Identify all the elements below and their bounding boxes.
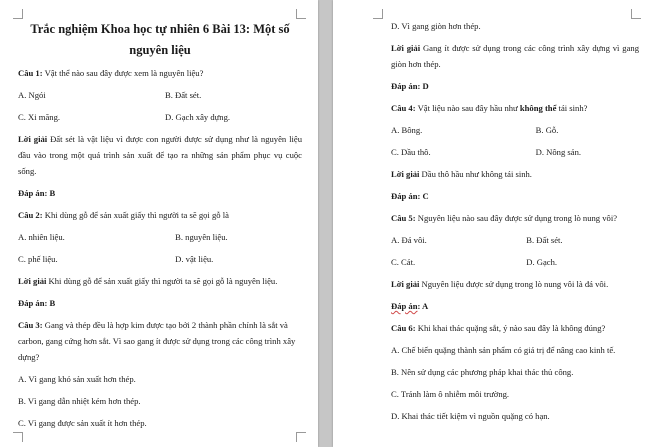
option-d: D. vật liệu.: [175, 254, 214, 264]
answer: [391, 298, 639, 314]
options-row: [391, 232, 639, 248]
explanation: [18, 131, 302, 179]
options-row: [18, 251, 302, 267]
explanation: [391, 166, 639, 182]
explanation-label: Lời giải: [391, 43, 421, 53]
page-content: [18, 19, 302, 437]
question-label: Câu 6:: [391, 323, 416, 333]
explanation-text: Đất sét là vật liệu vì được con người được sử dụng như là nguyên liệu đầu vào trong một quá trình sản xuất để tạo ra những sản phẩm phục vụ cuộc sống.: [18, 134, 302, 176]
options-row: [18, 109, 302, 125]
option-a: A. nhiên liệu.: [18, 232, 65, 242]
options-row: [391, 144, 639, 160]
question-3: [18, 317, 302, 365]
question-text: Vật thể nào sau đây được xem là nguyên liệu?: [42, 68, 204, 78]
option-d: D. Gạch xây dựng.: [165, 112, 231, 122]
title-line-2: nguyên liệu: [129, 43, 191, 57]
answer-value: : A: [417, 301, 429, 311]
options-row: [18, 229, 302, 245]
question-text: Khi khai thác quặng sắt, ý nào sau đây là không đúng?: [415, 323, 606, 333]
option-a: A. Vì gang khó sản xuất hơn thép.: [18, 374, 136, 384]
explanation: [18, 273, 302, 289]
answer: Đáp án: B: [18, 188, 56, 198]
answer: Đáp án: C: [391, 191, 429, 201]
option-a: A. Bông.: [391, 125, 423, 135]
option-c: C. Dầu thô.: [391, 147, 431, 157]
option-d: D. Nông sản.: [535, 147, 582, 157]
page-corner-mark: [13, 9, 23, 19]
explanation-label: Lời giải: [18, 134, 48, 144]
option-a: A. Ngói: [18, 90, 46, 100]
explanation: [391, 276, 639, 292]
question-6: [391, 320, 639, 336]
question-label: Câu 3:: [18, 320, 43, 330]
explanation-text: Gang ít được sử dụng trong các công trình xây dựng vì gang giòn hơn thép.: [391, 43, 639, 69]
answer-label: Đáp án: [391, 301, 418, 311]
document-page-right: [333, 0, 650, 447]
explanation-label: Lời giải: [391, 169, 420, 179]
page-corner-mark: [296, 9, 306, 19]
option-d: D. Vì gang giòn hơn thép.: [391, 21, 481, 31]
explanation-text: Dầu thô hầu như không tái sinh.: [419, 169, 532, 179]
question-text: Nguyên liệu nào sau đây được sử dụng trong lò nung vôi?: [415, 213, 618, 223]
explanation-text: Nguyên liệu được sử dụng trong lò nung vôi là đá vôi.: [419, 279, 609, 289]
option-c: C. phế liệu.: [18, 254, 58, 264]
title-line-1: Trắc nghiệm Khoa học tự nhiên 6 Bài 13: Một số: [30, 22, 290, 36]
question-2: [18, 207, 302, 223]
option-a: A. Chế biến quặng thành sản phẩm có giá trị để nâng cao kinh tế.: [391, 345, 616, 355]
question-label: Câu 5:: [391, 213, 416, 223]
option-c: C. Xi măng.: [18, 112, 61, 122]
document-title: [18, 19, 302, 61]
explanation-text: Khi dùng gỗ để sản xuất giấy thì người ta sẽ gọi gỗ là nguyên liệu.: [46, 276, 278, 286]
question-text: Gang và thép đều là hợp kim được tạo bởi 2 thành phần chính là sắt và carbon, gang cứng hơn sắt. Vì sao gang ít được sử dụng trong các công trình xây dựng?: [18, 320, 296, 362]
option-b: B. Đất sét.: [165, 90, 202, 100]
answer: Đáp án: D: [391, 81, 429, 91]
question-emphasis: không thể: [519, 103, 557, 113]
page-content: [391, 18, 639, 430]
option-b: B. nguyên liệu.: [175, 232, 228, 242]
option-c: C. Vì gang được sản xuất ít hơn thép.: [18, 418, 147, 428]
options-row: [391, 254, 639, 270]
question-label: Câu 4:: [391, 103, 416, 113]
option-d: D. Khai thác tiết kiệm vì nguồn quặng có hạn.: [391, 411, 550, 421]
answer: Đáp án: B: [18, 298, 56, 308]
option-d: D. Gạch.: [526, 257, 558, 267]
option-c: C. Tránh làm ô nhiễm môi trường.: [391, 389, 510, 399]
question-label: Câu 2:: [18, 210, 43, 220]
options-row: [391, 122, 639, 138]
question-5: [391, 210, 639, 226]
option-b: B. Đất sét.: [526, 235, 563, 245]
question-text: tái sinh?: [556, 103, 588, 113]
option-b: B. Nên sử dụng các phương pháp khai thác thủ công.: [391, 367, 574, 377]
question-1: [18, 65, 302, 81]
option-b: B. Gỗ.: [535, 125, 559, 135]
explanation: [391, 40, 639, 72]
explanation-label: Lời giải: [18, 276, 47, 286]
document-page-left: [0, 0, 318, 447]
explanation-label: Lời giải: [391, 279, 420, 289]
option-c: C. Cát.: [391, 257, 416, 267]
question-label: Câu 1:: [18, 68, 43, 78]
options-row: [18, 87, 302, 103]
question-text: Vật liệu nào sau đây hầu như: [415, 103, 520, 113]
question-text: Khi dùng gỗ để sản xuất giấy thì người ta sẽ gọi gỗ là: [42, 210, 229, 220]
option-a: A. Đá vôi.: [391, 235, 427, 245]
page-corner-mark: [373, 9, 383, 19]
question-4: [391, 100, 639, 116]
option-b: B. Vì gang dẫn nhiệt kém hơn thép.: [18, 396, 141, 406]
